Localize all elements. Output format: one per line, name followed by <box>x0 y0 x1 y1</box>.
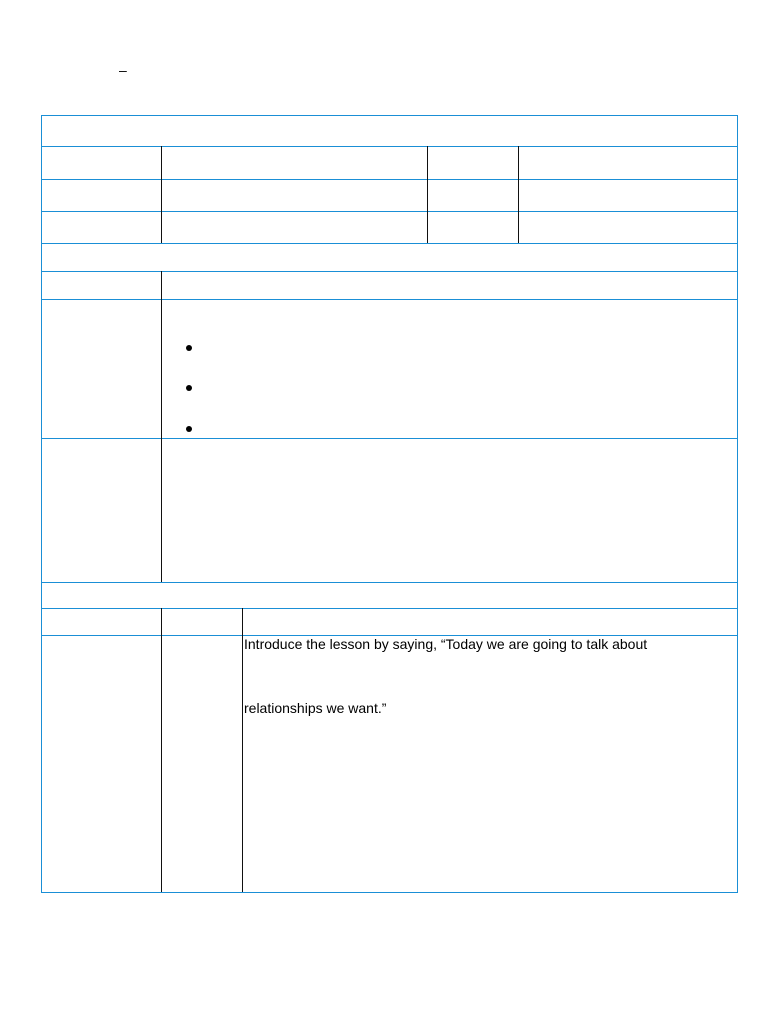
column-rule <box>161 271 162 582</box>
line-gap <box>244 652 729 700</box>
row-rule <box>41 438 738 439</box>
column-rule <box>242 608 243 892</box>
header-dash: – <box>119 62 127 78</box>
column-rule <box>161 608 162 892</box>
objective-bullet <box>186 426 192 432</box>
table-frame <box>41 115 738 893</box>
row-rule <box>41 243 738 244</box>
row-rule <box>41 146 738 147</box>
procedure-step-text <box>244 636 729 716</box>
procedure-line-2: relationships we want.” <box>244 700 387 716</box>
row-rule <box>41 299 738 300</box>
row-rule <box>41 582 738 583</box>
column-rule <box>427 146 428 243</box>
row-rule <box>41 211 738 212</box>
row-rule <box>41 179 738 180</box>
row-rule <box>41 271 738 272</box>
column-rule <box>161 146 162 243</box>
lesson-plan-table <box>41 115 738 893</box>
row-rule <box>41 608 738 609</box>
column-rule <box>518 146 519 243</box>
objective-bullet <box>186 385 192 391</box>
objective-bullet <box>186 345 192 351</box>
procedure-line-1: Introduce the lesson by saying, “Today we are going to talk about <box>244 636 648 652</box>
